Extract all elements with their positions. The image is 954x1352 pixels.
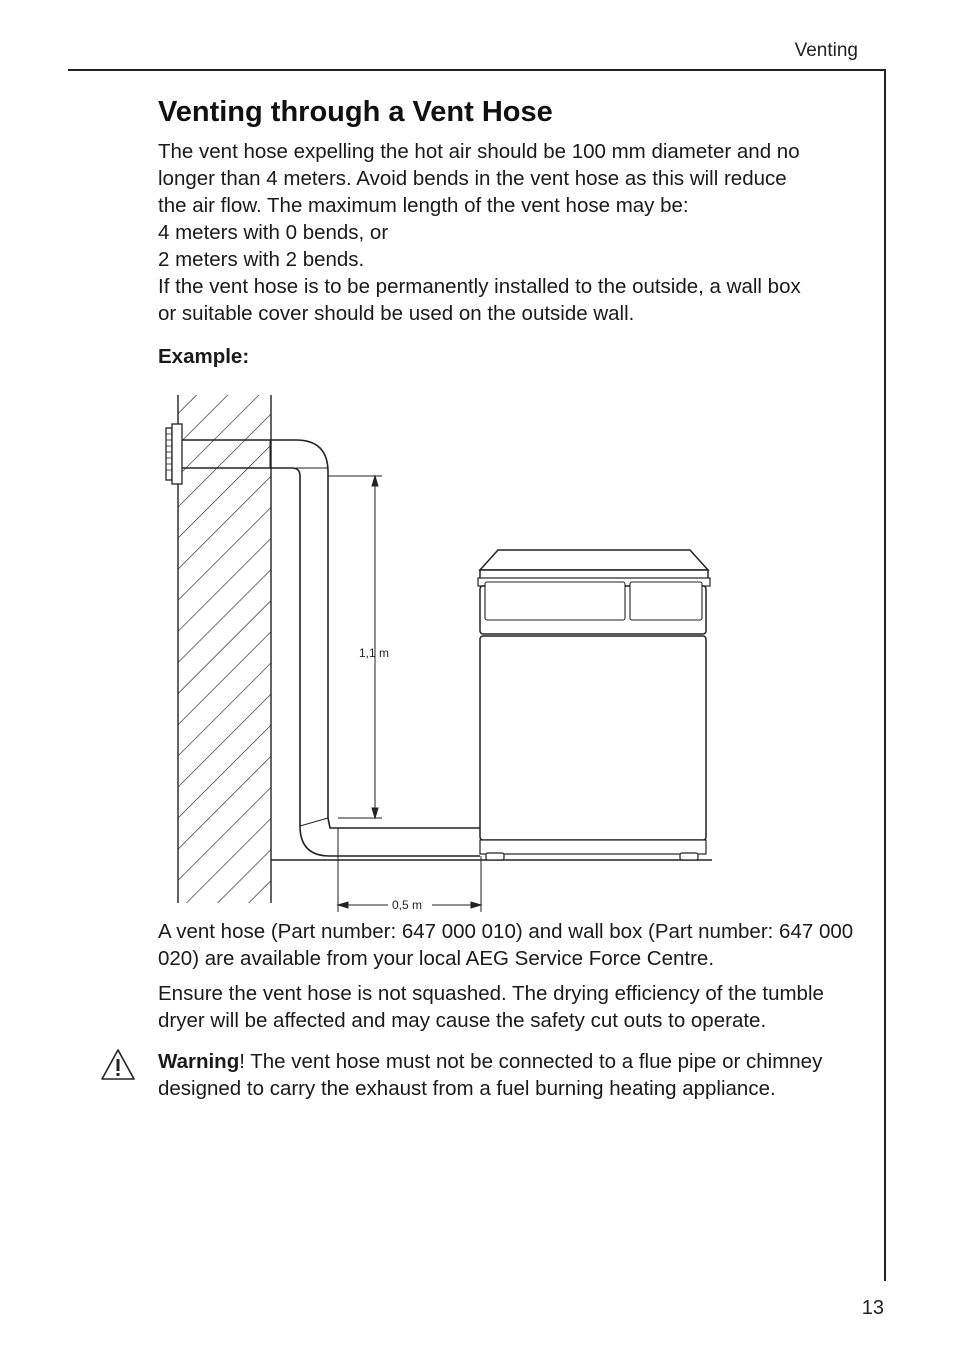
horizontal-dimension-label: 0,5 m (392, 898, 423, 912)
wall-box (166, 424, 182, 484)
warning-block (158, 1048, 863, 1102)
intro-line: 4 meters with 0 bends, or (158, 221, 389, 244)
warning-body: ! The vent hose must not be connected to a flue pipe or chimney designed to carry the exhaust from a fuel burning heating appliance. (158, 1050, 823, 1100)
intro-line: The vent hose expelling the hot air should be 100 mm diameter and no (158, 140, 800, 163)
intro-line: longer than 4 meters. Avoid bends in the vent hose as this will reduce (158, 167, 787, 190)
warning-triangle-icon (100, 1048, 136, 1082)
page-number: 13 (861, 1297, 884, 1319)
running-header: Venting (794, 40, 858, 61)
warning-label: Warning (158, 1050, 240, 1073)
squash-note: Ensure the vent hose is not squashed. The drying efficiency of the tumble dryer will be affected and may cause the safety cut outs to operate. (158, 982, 824, 1032)
tumble-dryer (478, 550, 710, 860)
example-label: Example: (158, 345, 250, 368)
intro-line: the air flow. The maximum length of the vent hose may be: (158, 194, 689, 217)
after-diagram-text (158, 918, 863, 1110)
vertical-dimension-label: 1,1 m (359, 646, 390, 660)
intro-line: If the vent hose is to be permanently installed to the outside, a wall box (158, 275, 801, 298)
intro-line: 2 meters with 2 bends. (158, 248, 365, 271)
intro-line: or suitable cover should be used on the outside wall. (158, 302, 635, 325)
page-title: Venting through a Vent Hose (158, 96, 553, 128)
wall (178, 395, 271, 903)
warning-text (158, 1048, 863, 1102)
parts-note: A vent hose (Part number: 647 000 010) and wall box (Part number: 647 000 020) are available from your local AEG Service Force Centre. (158, 920, 854, 970)
